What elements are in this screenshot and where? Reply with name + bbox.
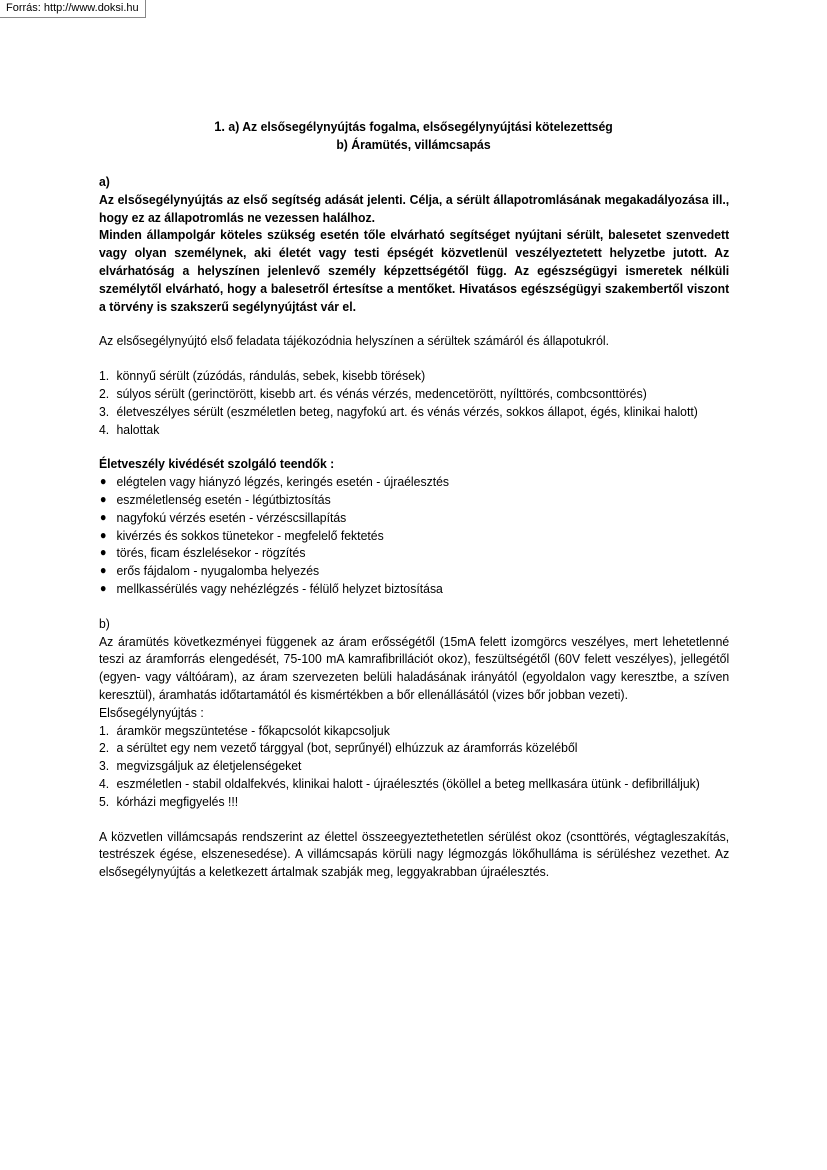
page-subtitle: b) Áramütés, villámcsapás bbox=[336, 137, 491, 152]
list-item: ● eszméletlenség esetén - légútbiztosítás bbox=[99, 491, 331, 507]
list-item: 2. súlyos sérült (gerinctörött, kisebb art. és vénás vérzés, medencetörött, nyílttörés, combcsonttörés) bbox=[99, 385, 647, 401]
list-item: ● törés, ficam észlelésekor - rögzítés bbox=[99, 545, 306, 561]
list-item: 1. áramkör megszüntetése - főkapcsolót kikapcsoljuk bbox=[99, 722, 390, 738]
page-title bbox=[33, 117, 794, 136]
tasks-list bbox=[99, 473, 729, 598]
section-b-label: b) bbox=[99, 615, 110, 631]
title-line-1: a) Az elsősegélynyújtás fogalma, elsősegélynyújtási kötelezettség bbox=[228, 119, 613, 134]
source-label: Forrás: http://www.doksi.hu bbox=[0, 0, 146, 18]
definition-paragraph: Az elsősegélynyújtás az első segítség adását jelenti. Célja, a sérült állapotromlásának megakadályozása ill., hogy ez az állapotromlás ne vezessen halálhoz. bbox=[99, 191, 730, 225]
bullet-icon: ● bbox=[99, 527, 107, 542]
list-item: ● nagyfokú vérzés esetén - vérzéscsillapítás bbox=[99, 509, 347, 525]
electric-shock-paragraph: Az áramütés következményei függenek az áram erősségétől (15mA felett izomgörcs veszélyes, mert lehetetlenné teszi az áramforrás elengedését, 75-100 mA kamrafibrillációt okoz), feszültségétől (60V felett veszélyes), jellegétől (egyen- vagy váltóáram), az áram szervezeten belüli haladásának irányától (egyoldalon vagy keresztbe, a szíven keresztül), áramhatás időtartamától és kismértékben a bőr ellenállásától (vizes bőr jobban vezeti). bbox=[99, 633, 730, 702]
document-body bbox=[99, 173, 729, 881]
list-item: 2. a sérültet egy nem vezető tárggyal (bot, seprűnyél) elhúzzuk az áramforrás közeléből bbox=[99, 740, 578, 756]
obligation-paragraph: Minden állampolgár köteles szükség esetén tőle elvárható segítséget nyújtani sérült, balesetet szenvedett vagy olyan személynek, aki életét vagy testi épségét közvetlenül veszélyeztetett helyzetbe jutott. Az elvárhatóság a helyszínen jelenlevő személy képzettségétől függ. Az egészségügyi ismeretek nélküli személytől elvárható, hogy a balesetről értesítse a mentőket. Hivatásos egészségügyi szakembertől viszont a törvény is szakszerű segélynyújtást vár el. bbox=[99, 227, 730, 314]
title-number: 1. bbox=[214, 118, 225, 134]
list-item: ● erős fájdalom - nyugalomba helyezés bbox=[99, 563, 320, 579]
injury-category-list bbox=[99, 367, 729, 438]
list-item: 4. halottak bbox=[99, 421, 160, 437]
list-item: ● mellkassérülés vagy nehézlégzés - félülő helyzet biztosítása bbox=[99, 580, 443, 596]
list-item: 5. kórházi megfigyelés !!! bbox=[99, 793, 239, 809]
list-item: 1. könnyű sérült (zúzódás, rándulás, sebek, kisebb törések) bbox=[99, 368, 426, 384]
list-item: 3. megvizsgáljuk az életjelenségeket bbox=[99, 758, 302, 774]
bullet-icon: ● bbox=[99, 563, 107, 578]
list-item: 4. eszméletlen - stabil oldalfekvés, klinikai halott - újraélesztés (ököllel a beteg mellkasára ütünk - defibrilláljuk) bbox=[99, 775, 700, 791]
list-item: ● elégtelen vagy hiányzó légzés, keringés esetén - újraélesztés bbox=[99, 474, 450, 490]
bullet-icon: ● bbox=[99, 545, 107, 560]
tasks-heading: Életveszély kivédését szolgáló teendők : bbox=[99, 456, 335, 472]
intro-paragraph: Az elsősegélynyújtó első feladata tájékozódnia helyszínen a sérültek számáról és állapotukról. bbox=[99, 333, 610, 349]
section-a-label: a) bbox=[99, 174, 110, 189]
list-item: ● kivérzés és sokkos tünetekor - megfelelő fektetés bbox=[99, 527, 384, 543]
bullet-icon: ● bbox=[99, 491, 107, 506]
section-a bbox=[99, 173, 729, 615]
bullet-icon: ● bbox=[99, 509, 107, 524]
first-aid-label: Elsősegélynyújtás : bbox=[99, 704, 204, 720]
bullet-icon: ● bbox=[99, 580, 107, 595]
list-item: 3. életveszélyes sérült (eszméletlen beteg, nagyfokú art. és vénás vérzés, sokkos állapot, égés, klinikai halott) bbox=[99, 403, 698, 419]
bullet-icon: ● bbox=[99, 474, 107, 489]
section-b bbox=[99, 615, 729, 881]
first-aid-steps bbox=[99, 722, 729, 811]
lightning-paragraph: A közvetlen villámcsapás rendszerint az élettel összeegyeztethetetlen sérülést okoz (csonttörés, végtagleszakítás, testrészek égése, elszenesedése). A villámcsapás körüli nagy légmozgás lökőhulláma is sérüléshez vezethet. Az elsősegélynyújtás a keletkezett ártalmak szabják meg, leggyakrabban újraélesztés. bbox=[99, 828, 730, 880]
